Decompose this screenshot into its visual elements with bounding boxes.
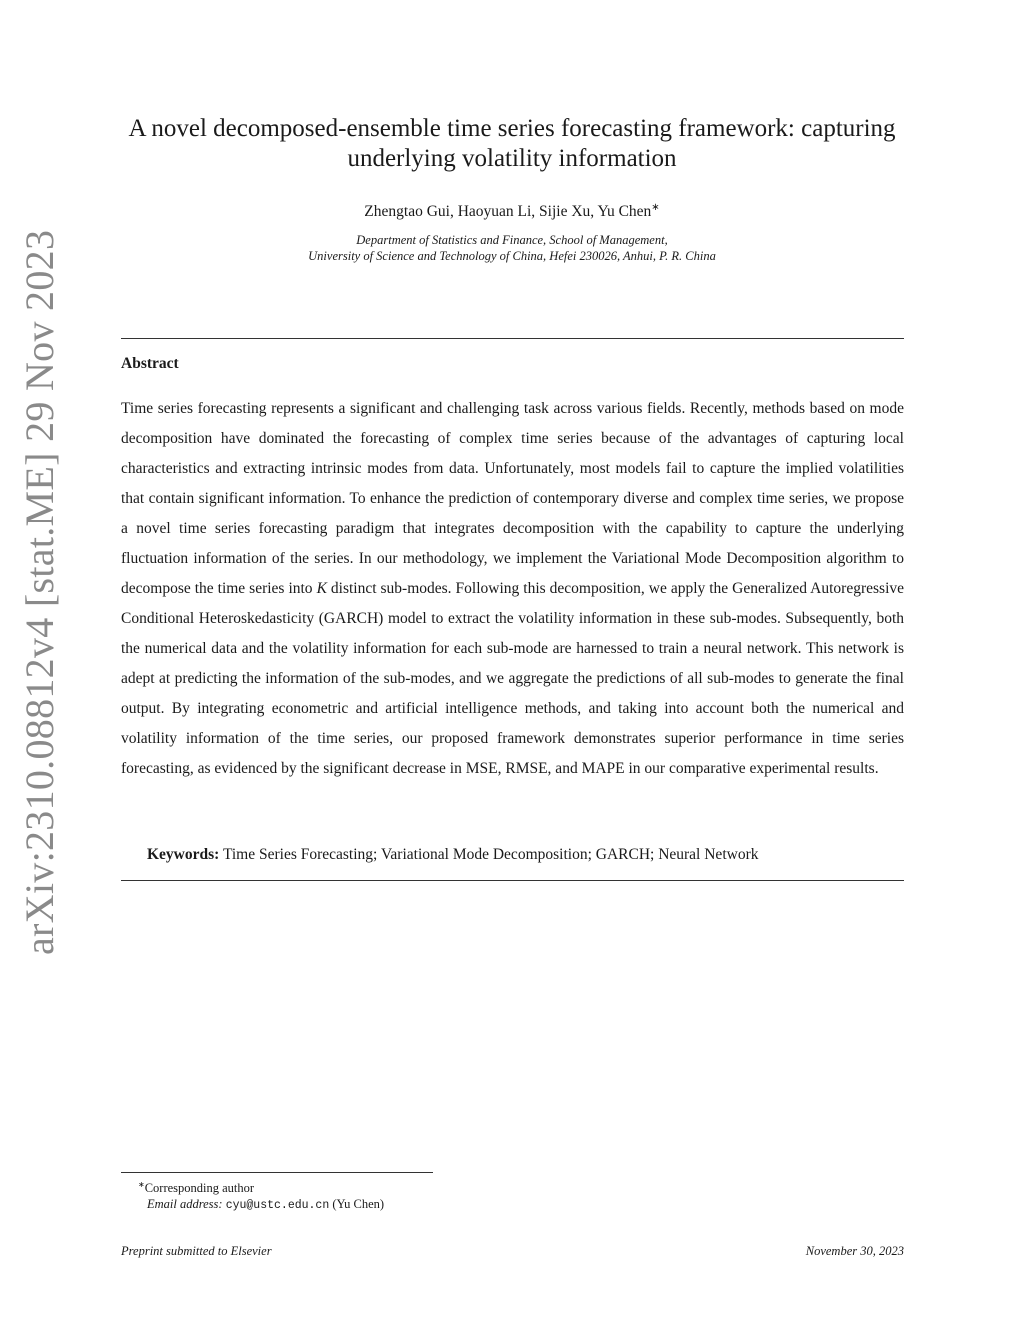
author-names: Zhengtao Gui, Haoyuan Li, Sijie Xu, Yu Chen (364, 203, 652, 221)
footnote-email-link[interactable]: cyu@ustc.edu.cn (225, 1199, 330, 1213)
paper-title-line-1: A novel decomposed-ensemble time series forecasting framework: capturing (128, 115, 896, 142)
abstract-heading: Abstract (121, 355, 179, 372)
abstract-variable-k: K (316, 580, 327, 597)
footer-preprint-note: Preprint submitted to Elsevier (121, 1244, 272, 1258)
footnote-email-owner: (Yu Chen) (332, 1197, 385, 1212)
keywords-text: Time Series Forecasting; Variational Mode Decomposition; GARCH; Neural Network (222, 846, 759, 863)
keywords (147, 844, 904, 866)
abstract-text-part-2: distinct sub-modes. Following this decomposition, we apply the Generalized Autoregressive Conditional Heteroskedasticity (GARCH) model to extract the volatility information in these sub-modes. Subsequently, both the numerical data and the volatility information for each sub-mode are harnessed to train a neural network. This network is adept at predicting the information of the sub-modes, and we aggregate the predictions of all sub-modes to generate the final output. By integrating econometric and artificial intelligence methods, and taking into account both the numerical and volatility information of the time series, our proposed framework demonstrates superior performance in time series forecasting, as evidenced by the significant decrease in MSE, RMSE, and MAPE in our comparative experimental results. (121, 580, 905, 777)
affiliation-line-1: Department of Statistics and Finance, School of Management, (356, 233, 668, 247)
paper-title-line-2: underlying volatility information (347, 145, 677, 172)
paper-title (100, 114, 924, 174)
footnote-corresponding: Corresponding author (144, 1181, 255, 1196)
footnote-email-line (138, 1196, 384, 1214)
affiliation-line-2: University of Science and Technology of China, Hefei 230026, Anhui, P. R. China (308, 249, 716, 263)
author-list (100, 202, 924, 221)
abstract-text-part-1: Time series forecasting represents a significant and challenging task across various fields. Recently, methods based on mode decomposition have dominated the forecasting of complex time series because of the advantages of capturing local characteristics and extracting intrinsic modes from data. Unfortunately, most models fail to capture the implied volatilities that contain significant information. To enhance the prediction of contemporary diverse and complex time series, we propose a novel time series forecasting paradigm that integrates decomposition with the capability to capture the underlying fluctuation information of the series. In our methodology, we implement the Variational Mode Decomposition algorithm to decompose the time series into (121, 400, 904, 597)
abstract-body (121, 394, 904, 784)
top-divider (121, 338, 904, 339)
footer-date: November 30, 2023 (805, 1244, 904, 1258)
affiliation (100, 232, 924, 264)
footnote-marker: ∗ (138, 1180, 145, 1189)
keywords-label: Keywords: (147, 846, 220, 863)
corresponding-author-marker: ∗ (651, 202, 660, 213)
footnote-divider (121, 1172, 433, 1173)
bottom-divider (121, 880, 904, 881)
arxiv-identifier-stamp: arXiv:2310.08812v4 [stat.ME] 29 Nov 2023 (17, 229, 62, 955)
footnote-corresponding-line (138, 1177, 384, 1196)
footnote (138, 1177, 384, 1214)
footnote-email-label: Email address: (147, 1197, 223, 1212)
